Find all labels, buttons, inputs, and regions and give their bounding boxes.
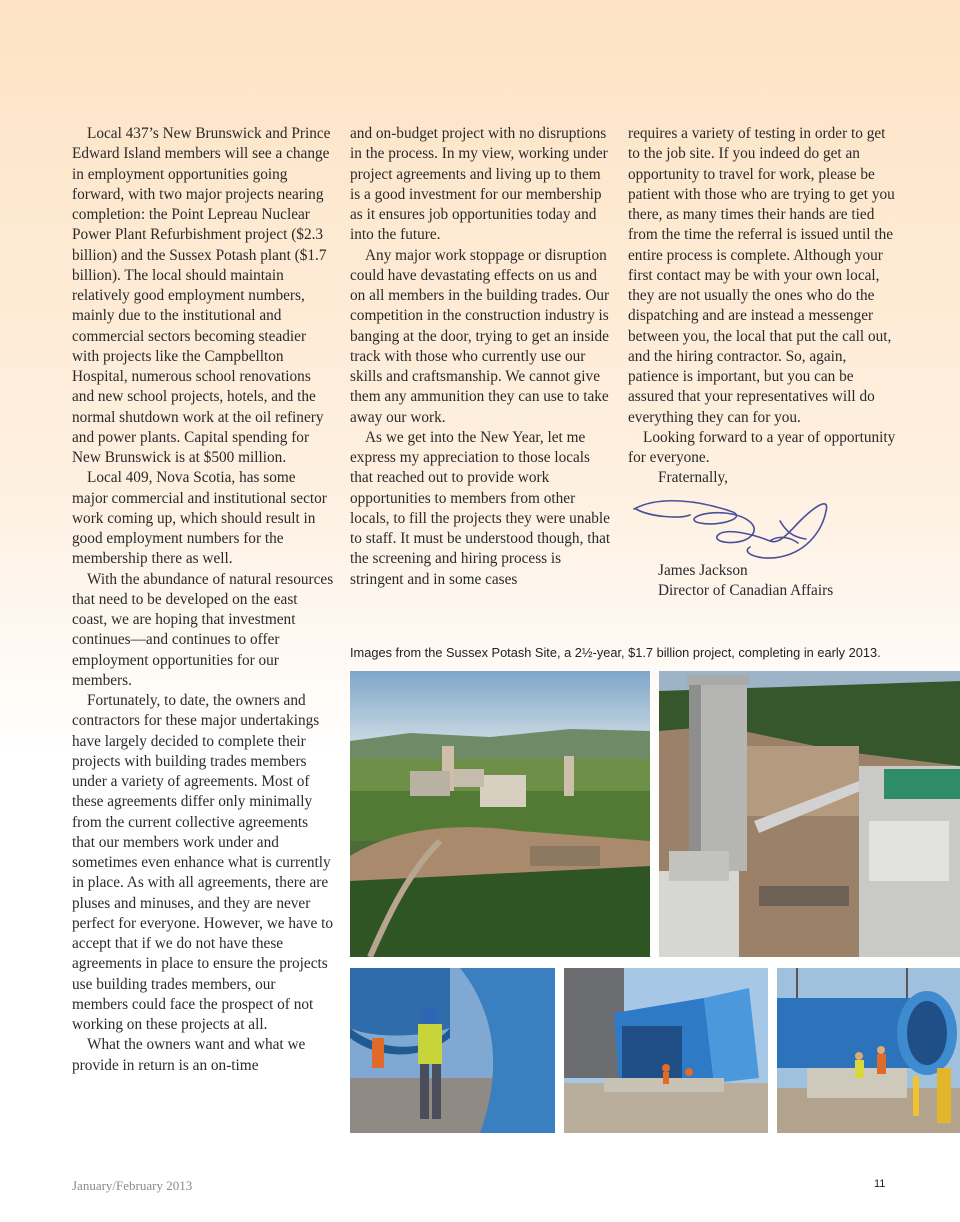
signature-image — [630, 491, 835, 561]
article-column-2 — [350, 124, 612, 590]
paragraph: Looking forward to a year of opportunity for everyone. — [628, 428, 896, 466]
article-column-3 — [628, 124, 896, 601]
crew-duct-photo — [777, 968, 960, 1133]
paragraph: Fortunately, to date, the owners and contractors for these major undertakings have largely decided to complete their projects with building trades members under a variety of agreements. Most of these agreements differ only minimally from the current collective agreements that our members work under and sometimes even enhance what is currently in place. As with all agreements, there are pluses and minuses, and they are never perfect for everyone. However, we have to accept that if we do not have these agreements in place to ensure the projects use building trades members, our members could face the prospect of not working on these projects at all. — [72, 692, 334, 1033]
paragraph: As we get into the New Year, let me express my appreciation to those locals that reached out to provide work opportunities to members from other locals, to fill the projects they were unable to staff. It must be understood though, that the screening and hiring process is stringent and in some cases — [350, 428, 611, 588]
photo-caption: Images from the Sussex Potash Site, a 2½-year, $1.7 billion project, completing in early 2013. — [350, 645, 881, 660]
signer-name: James Jackson — [658, 561, 748, 579]
paragraph: Local 437’s New Brunswick and Prince Edward Island members will see a change in employment opportunities going forward, with two major projects nearing completion: the Point Lepreau Nuclear Power Plant Refurbishment project ($2.3 billion) and the Sussex Potash plant ($1.7 billion). The local should maintain relatively good employment numbers, mainly due to the institutional and commercial sectors becoming steadier with projects like the Campbellton Hospital, numerous school renovations and new school projects, hotels, and the normal shutdown work at the oil refinery and power plants. Capital spending for New Brunswick is at $500 million. — [72, 125, 331, 466]
blue-duct-assembly-photo — [564, 968, 768, 1133]
paragraph: With the abundance of natural resources that need to be developed on the east coast, we are hoping that investment continues—and continues to offer employment opportunities for our members. — [72, 570, 334, 689]
paragraph: requires a variety of testing in order to get to the job site. If you indeed do get an opportunity to travel for work, please be patient with those who are trying to get you there, as many times their hands are tied from the time the referral is issued until the entire process is complete. Although your first contact may be with your own local, they are not usually the ones who do the dispatching and are instead a messenger between you, the local that put the call out, and the hiring contractor. So, again, patience is important, but you can be assured that your representatives will do everything they can for you. — [628, 125, 895, 426]
paragraph: and on-budget project with no disruptions in the process. In my view, working under project agreements and living up to them is a good investment for our membership as it ensures job opportunities today and into the future. — [350, 125, 608, 244]
paragraph: Any major work stoppage or disruption could have devastating effects on us and on all members in the building trades. Our competition in the construction industry is banging at the door, trying to get an inside track with those who currently use our skills and craftsmanship. We cannot give them any ammunition they can use to take away our work. — [350, 246, 610, 426]
paragraph: Local 409, Nova Scotia, has some major commercial and institutional sector work coming up, which should result in good employment numbers for the membership there as well. — [72, 469, 327, 568]
issue-date: January/February 2013 — [72, 1178, 193, 1193]
aerial-site-photo — [350, 671, 650, 957]
article-column-1 — [72, 124, 334, 1076]
paragraph: What the owners want and what we provide in return is an on-time — [72, 1036, 306, 1074]
worker-duct-photo — [350, 968, 555, 1133]
signer-title: Director of Canadian Affairs — [658, 581, 834, 599]
tower-conveyor-photo — [659, 671, 960, 957]
page-number: 11 — [874, 1178, 886, 1190]
closing-salutation: Fraternally, — [658, 469, 728, 487]
